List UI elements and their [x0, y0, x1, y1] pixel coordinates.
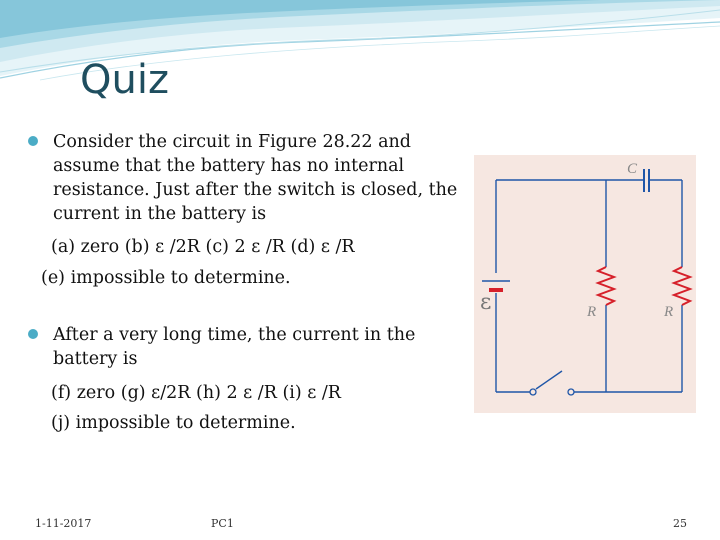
bullet-marker-1: [28, 136, 38, 146]
slide-title: Quiz: [80, 57, 169, 103]
circuit-wires: [496, 180, 682, 392]
question-1-options-line-2: (e) impossible to determine.: [41, 268, 291, 288]
switch-terminal-right: [568, 389, 574, 395]
capacitor-label: C: [627, 161, 638, 177]
question-1-options-line-1: (a) zero (b) ε /2R (c) 2 ε /R (d) ε /R: [51, 237, 355, 257]
bullet-marker-2: [28, 329, 38, 339]
resistor-1: [598, 267, 614, 305]
footer-center-label: PC1: [211, 517, 234, 530]
emf-label: ε: [480, 290, 492, 315]
footer-date: 1-11-2017: [35, 517, 92, 530]
capacitor-symbol: [644, 169, 649, 192]
circuit-diagram: [474, 155, 696, 413]
question-2-text: [53, 323, 415, 371]
question-2-options-line-1: (f) zero (g) ε/2R (h) 2 ε /R (i) ε /R: [51, 383, 341, 403]
battery-symbol: [482, 281, 510, 290]
question-2-line: battery is: [53, 349, 138, 369]
question-1-line: Consider the circuit in Figure 28.22 and: [53, 132, 412, 152]
resistor-2-label: R: [664, 304, 674, 320]
question-1-line: assume that the battery has no internal: [53, 156, 405, 176]
slide-number: 25: [673, 517, 687, 530]
resistor-2: [674, 267, 690, 305]
switch-terminal-left: [530, 389, 536, 395]
resistor-1-label: R: [587, 304, 597, 320]
question-1-text: [53, 130, 457, 226]
question-2-options-line-2: (j) impossible to determine.: [51, 413, 296, 433]
question-1-line: resistance. Just after the switch is closed, the: [53, 180, 458, 200]
question-2-line: After a very long time, the current in the: [53, 325, 416, 345]
question-1-line: current in the battery is: [53, 204, 267, 224]
